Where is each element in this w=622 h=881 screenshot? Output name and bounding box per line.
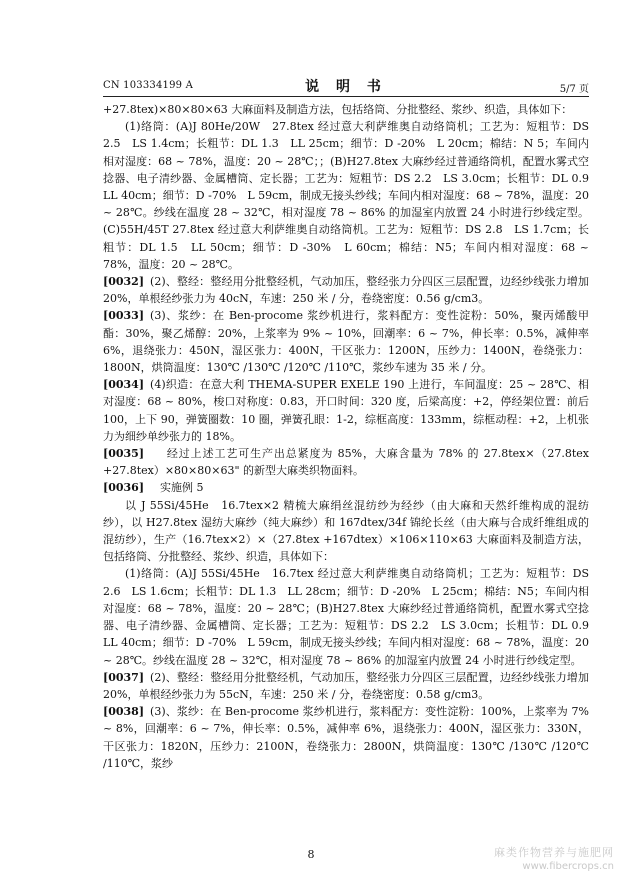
paragraph-0036 (103, 479, 589, 496)
paragraph-number: [0034] (103, 378, 145, 392)
page-header (103, 76, 589, 96)
paragraph: +27.8tex)×80×80×63 大麻面料及制造方法，包括络筒、分批整经、浆纱、织造，具体如下： (103, 103, 573, 116)
paragraph-0034: [0034] (4)织造：在意大利 THEMA-SUPER EXELE 190 上进行，车间温度：25 ~ 28℃、相对湿度：68 ~ 80%，梭口对称度：0.83，开口时间：320 度，后梁高度：+2，停经架位置：前后100，上下 90，弹簧圈数：10 圈，弹簧孔眼：1-2，综框高度：133mm，综框动程：+2，上机张力为细纱单纱张力的 18%。 (103, 378, 589, 443)
paragraph-0032: [0032] (2)、整经：整经用分批整经机，气动加压，整经张力分四区三层配置，边经纱线张力增加 20%，单根经纱张力为 40cN，车速：250 米 / 分，卷绕密度：0.56 g/cm3。 (103, 275, 589, 306)
paragraph-number: [0032] (103, 275, 145, 289)
section-heading: 实施例 5 (160, 481, 204, 495)
document-body (103, 101, 600, 772)
paragraph-0037: [0037] (2)、整经：整经用分批整经机，气动加压，整经张力分四区三层配置，边经纱线张力增加 20%，单根经纱张力为 55cN，车速：250 米 / 分，卷绕密度：0.58 g/cm3。 (103, 670, 589, 701)
page-indicator: 5/7 页 (559, 84, 589, 95)
watermark-text: 麻类作物营养与施肥网 (494, 846, 614, 859)
paragraph: (1)络筒：(A)J 80He/20W 27.8tex 经过意大利萨维奥自动络筒机；工艺为：短粗节：DS 2.5 LS 1.4cm；长粗节：DL 1.3 LL 25cm；细节：D -20% L 20cm；棉结：N 5；车间内相对湿度：68 ~ 78%，温度：20 ~ 28℃；；(B)H27.8tex 大麻纱经过普通络筒机，配置水雾式空捻器、电子清纱器、金属槽筒、定长器；工艺为：短粗节：DS 2.2 LS 3.0cm；长粗节：DL 0.9 LL 40cm；细节：D -70% L 59cm，制成无接头纱线；车间内相对湿度：68 ~ 78%，温度：20 ~ 28℃。纱线在温度 28 ~ 32℃，相对湿度 78 ~ 86% 的加湿室内放置 24 小时进行纱线定型。(C)55H/45T 27.8tex 经过意大利萨维奥自动络筒机。工艺为：短粗节：DS 2.8 LS 1.7cm；长粗节：DL 1.5 LL 50cm；细节：D -30% L 60cm；棉结：N5；车间内相对湿度：68 ~ 78%，温度：20 ~ 28℃。 (103, 120, 600, 271)
paragraph-0033: [0033] (3)、浆纱：在 Ben-procome 浆纱机进行，浆料配方：变性淀粉：50%，聚丙烯酸甲酯：30%，聚乙烯醇：20%，上浆率为 9% ~ 10%，回潮率：6 ~ 7%，伸长率：0.5%，减伸率 6%，退绕张力：450N，湿区张力：400N，干区张力：1200N，压纱力：1400N，卷绕张力：1800N，烘筒温度：130℃ /130℃ /120℃ /110℃，浆纱车速为 35 米 / 分。 (103, 309, 589, 375)
header-rule (103, 96, 589, 97)
paragraph-number: [0037] (103, 670, 145, 684)
paragraph-0038: [0038] (3)、浆纱：在 Ben-procome 浆纱机进行，浆料配方：变性淀粉：100%，上浆率为 7% ~ 8%，回潮率：6 ~ 7%，伸长率：0.5%，减伸率 6%，退绕张力：400N，湿区张力：330N，干区张力：1820N，压纱力：2100N，卷绕张力：2800N，烘筒温度：130℃ /130℃ /120℃ /110℃，浆纱 (103, 705, 589, 770)
paragraph-0035: [0035] 经过上述工艺可生产出总紧度为 85%，大麻含量为 78% 的 27.8tex×（27.8tex +27.8tex）×80×80×63" 的新型大麻类织物面料。 (103, 447, 589, 478)
paragraph-number: [0038] (103, 705, 145, 719)
paragraph: (1)络筒：(A)J 55Si/45He 16.7tex 经过意大利萨维奥自动络筒机；工艺为：短粗节：DS 2.6 LS 1.6cm；长粗节：DL 1.3 LL 28cm；细节：D -20% L 25cm；棉结：N5；车间内相对湿度：68 ~ 78%，温度：20 ~ 28℃；(B)H27.8tex 大麻纱经过普通络筒机，配置水雾式空捻器、电子清纱器、金属槽筒、定长器；工艺为：短粗节：DS 2.2 LS 3.0cm；长粗节：DL 0.9 LL 40cm；细节：D -70% L 59cm，制成无接头纱线；车间内相对湿度：68 ~ 78%，温度：20 ~ 28℃。纱线在温度 28 ~ 32℃，相对湿度 78 ~ 86% 的加湿室内放置 24 小时进行纱线定型。 (103, 567, 600, 667)
page-number: 8 (307, 848, 315, 861)
paragraph-number: [0035] (103, 447, 145, 461)
patent-number: CN 103334199 A (103, 80, 194, 91)
watermark-url: www.fibercrops.cn (522, 861, 614, 872)
watermark (494, 846, 614, 874)
paragraph-number: [0036] (103, 481, 145, 495)
paragraph: 以 J 55Si/45He 16.7tex×2 精梳大麻绢丝混纺纱为经纱（由大麻和天然纤维构成的混纺纱），以 H27.8tex 湿纺大麻纱（纯大麻纱）和 167dtex/34f 锦纶长丝（由大麻与合成纤维组成的混纺纱），生产（16.7tex×2）×（27.8tex +167dtex）×106×110×63 大麻面料及制造方法，包括络筒、分批整经、浆纱、织造，具体如下： (103, 498, 589, 564)
document-title: 说 明 书 (305, 79, 387, 95)
paragraph-number: [0033] (103, 309, 145, 323)
